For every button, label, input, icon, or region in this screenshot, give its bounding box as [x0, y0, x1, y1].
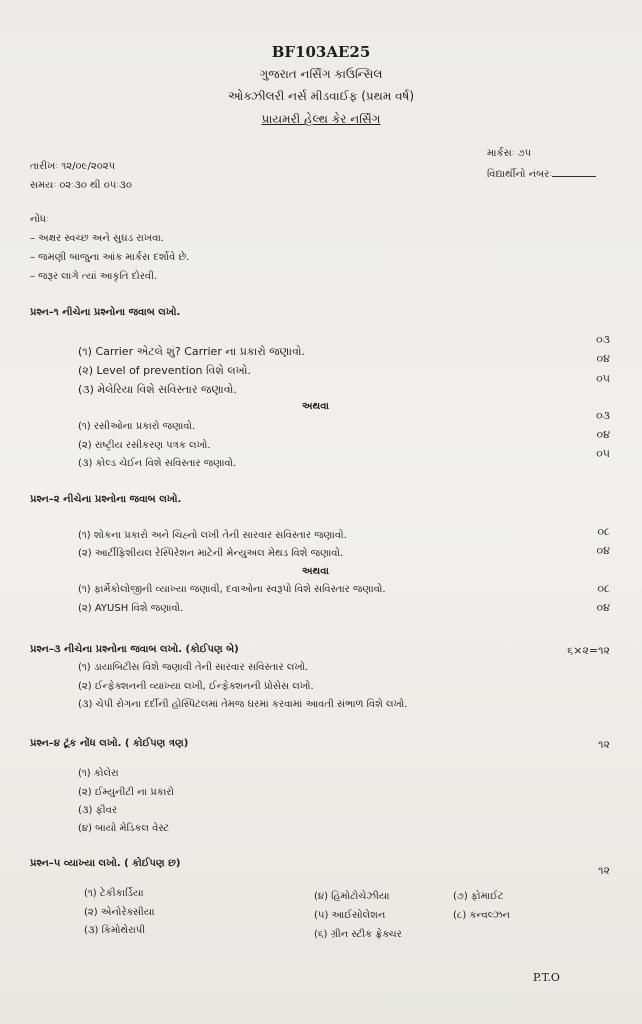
- seat-number-blank: [552, 166, 596, 177]
- definition-item: (૩) કિમોથેરાપી: [84, 925, 146, 936]
- question-marks: ૦૪: [596, 428, 610, 441]
- question-item: (૧) રસીઓના પ્રકારો જણાવો.: [78, 421, 196, 432]
- exam-time: સમયઃ ૦૨ઃ૩૦ થી ૦૫ઃ૩૦: [30, 180, 132, 191]
- question-item: (૨) Level of prevention વિશે લખો.: [78, 364, 251, 377]
- definition-item: (૬) ગ્રીન સ્ટીક ફ્રેક્ચર: [314, 929, 402, 940]
- question-item: (૧) Carrier એટલે શું? Carrier ના પ્રકારો જણાવો.: [78, 345, 306, 358]
- question-item: (૨) ઈન્ફેક્શનની વ્યાખ્યા લખી, ઈન્ફેક્શનની પ્રોસેસ લખો.: [78, 681, 314, 692]
- question-marks: ૦૫: [596, 447, 610, 460]
- q3-title: પ્રશ્ન–૩ નીચેના પ્રશ્નોના જવાબ લખો. (કોઈપણ બે): [30, 644, 239, 655]
- question-item: (૧) ડાયાબિટીસ વિશે જણાવી તેની સારવાર સવિસ્તાર લખો.: [78, 662, 309, 673]
- question-item: (૩) મેલેરિયા વિશે સવિસ્તાર જણાવો.: [78, 383, 237, 396]
- note-item: – જમણી બાજુના આંક માર્કસ દર્શાવે છે.: [30, 252, 190, 263]
- definition-item: (૭) ફોમાઈટ: [453, 891, 504, 902]
- or-separator: અથવા: [302, 401, 329, 412]
- q5-title: પ્રશ્ન–૫ વ્યાખ્યા લખો. ( કોઈપણ છ): [30, 858, 181, 869]
- question-marks: ૧૨: [598, 864, 610, 877]
- definition-item: (૨) એનોરેક્સીયા: [84, 907, 155, 918]
- seat-number-label: વિદ્યાર્થીનો નંબરઃ: [487, 169, 553, 180]
- question-item: (૩) ચેપી રોગના દર્દીની હોસ્પિટલમાં તેમજ ઘરમાં કરવામાં આવતી સંભાળ વિશે લખો.: [78, 699, 408, 710]
- page-turn-note: P.T.O: [533, 971, 560, 984]
- question-marks: ૦૪: [596, 352, 610, 365]
- definition-item: (૮) કન્વલ્ઝન: [453, 910, 510, 921]
- subject-name: પ્રાયમરી હેલ્થ કેર નર્સિંગ: [261, 112, 381, 126]
- definition-item: (૧) ટેકીકાર્ડિયા: [84, 888, 144, 899]
- question-marks: ૦૩: [596, 409, 610, 422]
- question-marks: ૬×૨=૧૨: [567, 644, 610, 657]
- definition-item: (૪) હિમોટોચેઝીયા: [314, 891, 390, 902]
- question-marks: ૧૨: [598, 738, 610, 751]
- notes-title: નોંધઃ: [30, 214, 49, 225]
- question-marks: ૦૫: [596, 372, 610, 385]
- question-item: (૩) ફીવર: [78, 805, 118, 816]
- note-item: – અક્ષર સ્વચ્છ અને સુઘડ રાખવા.: [30, 233, 164, 244]
- question-item: (૨) રાષ્ટ્રીય રસીકરણ પત્રક લખો.: [78, 440, 211, 451]
- total-marks: માર્કસઃ ૭૫: [487, 148, 532, 159]
- or-separator: અથવા: [302, 566, 329, 577]
- question-item: (૧) ફાર્મેકોલોજીની વ્યાખ્યા જણાવી, દવાઓના સ્વરૂપો વિશે સવિસ્તાર જણાવો.: [78, 584, 386, 595]
- council-name: ગુજરાત નર્સિંગ કાઉન્સિલ: [259, 67, 383, 81]
- question-marks: ૦૪: [596, 601, 610, 614]
- question-item: (૨) આર્ટીફિશીયલ રેસ્પિરેશન માટેની મેન્યુઅલ મેથડ વિશે જણાવો.: [78, 548, 344, 559]
- note-item: – જરૂર લાગે ત્યાં આકૃતિ દોરવી.: [30, 271, 158, 282]
- q1-title: પ્રશ્ન–૧ નીચેના પ્રશ્નોના જવાબ લખો.: [30, 307, 181, 318]
- exam-date: તારીખઃ ૧૨/૦૯/૨૦૨૫: [30, 161, 116, 172]
- question-item: (૪) બાયો મેડિકલ વેસ્ટ: [78, 823, 170, 834]
- question-marks: ૦૩: [596, 333, 610, 346]
- q2-title: પ્રશ્ન–૨ નીચેના પ્રશ્નોના જવાબ લખો.: [30, 494, 182, 505]
- question-item: (૧) શોકના પ્રકારો અને ચિહ્નો લખી તેની સારવાર સવિસ્તાર જણાવો.: [78, 530, 347, 541]
- seat-number: [487, 166, 596, 180]
- q4-title: પ્રશ્ન–૪ ટૂંક નોંધ લખો. ( કોઈપણ ત્રણ): [30, 738, 189, 749]
- question-item: (૩) કોલ્ડ ચેઈન વિશે સવિસ્તાર જણાવો.: [78, 458, 237, 469]
- question-marks: ૦૮: [597, 525, 610, 538]
- paper-code: BF103AE25: [271, 43, 371, 61]
- course-name: ઓક્ઝીલરી નર્સ મીડવાઈફ (પ્રથમ વર્ષ): [227, 89, 415, 103]
- question-item: (૨) AYUSH વિશે જણાવો.: [78, 603, 184, 614]
- definition-item: (૫) આઈસોલેશન: [314, 910, 386, 921]
- question-marks: ૦૪: [596, 544, 610, 557]
- question-item: (૨) ઈમ્યુનીટી ના પ્રકારો: [78, 787, 174, 798]
- question-marks: ૦૮: [597, 582, 610, 595]
- question-item: (૧) કોલેરા: [78, 768, 119, 779]
